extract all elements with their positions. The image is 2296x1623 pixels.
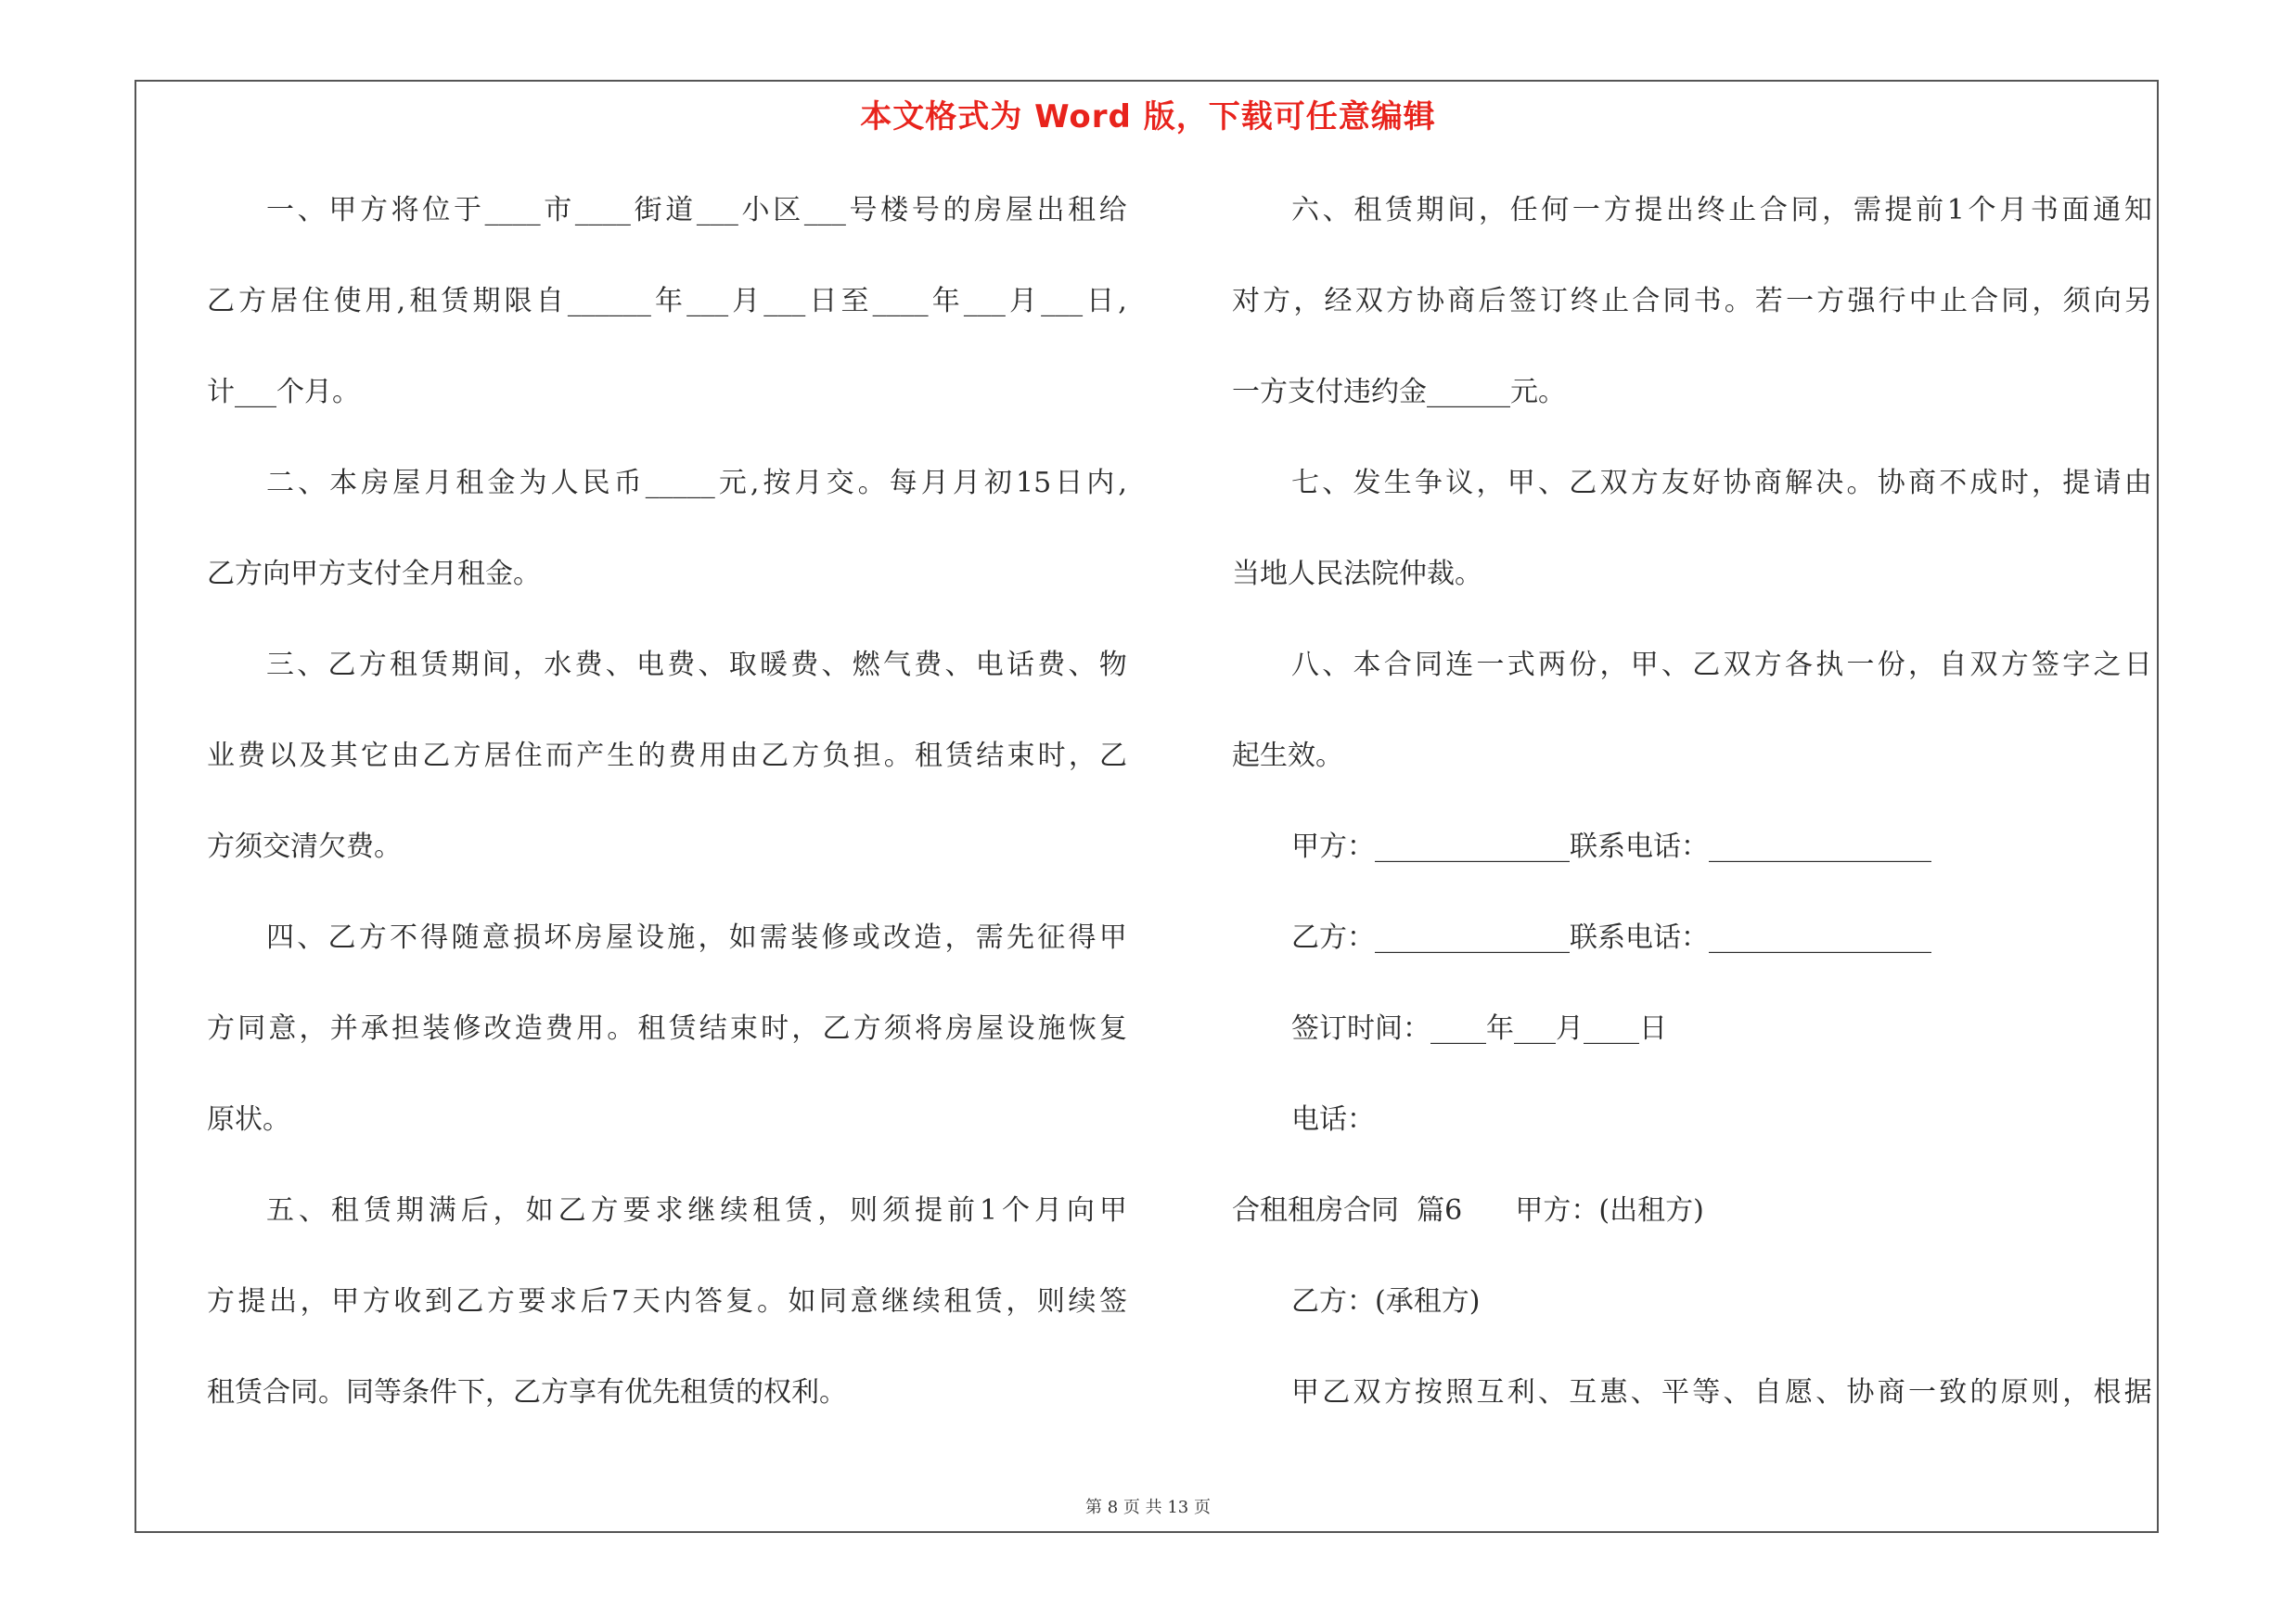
left-column-line-text: 三 、 乙 方 租 赁 期 间 ， 水 费 、 电 费 、 取 暖 费 、 燃 气 费 、 电 话 费 、 物 — [266, 649, 1127, 681]
left-column-line-text: 方 提 出 ， 甲 方 收 到 乙 方 要 求 后 7 天 内 答 复 。 如 同 意 继 续 租 赁 ， 则 续 签 — [207, 1285, 1127, 1318]
left-column-line — [207, 273, 1127, 364]
right-column-line-text: 七 、 发 生 争 议 ， 甲 、 乙 双 方 友 好 协 商 解 决 。 协 商 不 成 时 ， 提 请 由 — [1291, 467, 2152, 499]
right-column — [1232, 182, 2152, 1455]
left-column-line — [207, 909, 1127, 1000]
right-column-line-text: 甲方：______________联系电话：________________ — [1291, 831, 1931, 863]
left-column-line-text: 方须交清欠费。 — [207, 831, 402, 863]
right-column-line — [1232, 1000, 2152, 1091]
right-column-line-text: 八 、 本 合 同 连 一 式 两 份 ， 甲 、 乙 双 方 各 执 一 份 ， 自 双 方 签 字 之 日 — [1291, 649, 2152, 681]
word-format-banner: 本文格式为 Word 版，下载可任意编辑 — [860, 98, 1436, 135]
right-column-line-text: 合租租房合同 篇6 甲方：(出租方) — [1232, 1194, 1704, 1227]
left-column-line — [207, 1000, 1127, 1091]
right-column-line — [1232, 273, 2152, 364]
right-column-line — [1232, 728, 2152, 818]
left-column-line-text: 乙 方 居 住 使 用 , 租 赁 期 限 自 ______ 年 ___ 月 ___ 日 至 ____ 年 ___ 月 ___ 日 , — [207, 285, 1127, 317]
left-column-line — [207, 182, 1127, 273]
left-column-line-text: 方 同 意 ， 并 承 担 装 修 改 造 费 用 。 租 赁 结 束 时 ， 乙 方 须 将 房 屋 设 施 恢 复 — [207, 1012, 1127, 1045]
page-footer: 第 8 页 共 13 页 — [1085, 1498, 1211, 1517]
left-column-line — [207, 818, 1127, 909]
right-column-line — [1232, 909, 2152, 1000]
right-column-line — [1232, 818, 2152, 909]
right-column-line-text: 电话： — [1291, 1103, 1375, 1136]
right-column-line-text: 对 方 ， 经 双 方 协 商 后 签 订 终 止 合 同 书 。 若 一 方 强 行 中 止 合 同 ， 须 向 另 — [1232, 285, 2152, 317]
left-column-line — [207, 1091, 1127, 1182]
left-column-line — [207, 455, 1127, 546]
left-column-line — [207, 1273, 1127, 1364]
left-column-line-text: 四 、 乙 方 不 得 随 意 损 坏 房 屋 设 施 ， 如 需 装 修 或 改 造 ， 需 先 征 得 甲 — [266, 921, 1127, 954]
left-column-line-text: 五 、 租 赁 期 满 后 ， 如 乙 方 要 求 继 续 租 赁 ， 则 须 提 前 1 个 月 向 甲 — [266, 1194, 1127, 1227]
right-column-line — [1232, 1091, 2152, 1182]
left-column-line — [207, 364, 1127, 455]
right-column-line-text: 签订时间：____年___月____日 — [1291, 1012, 1667, 1045]
right-column-line — [1232, 455, 2152, 546]
left-column-line — [207, 1182, 1127, 1273]
left-column-line-text: 一 、 甲 方 将 位 于 ____ 市 ____ 街 道 ___ 小 区 ___ 号 楼 号 的 房 屋 出 租 给 — [266, 194, 1127, 226]
left-column-line-text: 乙方向甲方支付全月租金。 — [207, 558, 541, 590]
left-column-line — [207, 546, 1127, 637]
left-column-line — [207, 637, 1127, 728]
left-column-line-text: 计___个月。 — [207, 376, 360, 408]
right-column-line — [1232, 546, 2152, 637]
right-column-line-text: 六 、 租 赁 期 间 ， 任 何 一 方 提 出 终 止 合 同 ， 需 提 前 1 个 月 书 面 通 知 — [1291, 194, 2152, 226]
right-column-line-text: 起生效。 — [1232, 740, 1343, 772]
left-column-line-text: 租赁合同。同等条件下，乙方享有优先租赁的权利。 — [207, 1376, 847, 1409]
left-column-line-text: 二 、 本 房 屋 月 租 金 为 人 民 币 _____ 元 , 按 月 交 。 每 月 月 初 15 日 内 , — [266, 467, 1127, 499]
right-column-line — [1232, 1364, 2152, 1455]
right-column-line — [1232, 1273, 2152, 1364]
left-column — [207, 182, 1127, 1455]
right-column-line — [1232, 1182, 2152, 1273]
right-column-line — [1232, 182, 2152, 273]
left-column-line — [207, 728, 1127, 818]
right-column-line-text: 一方支付违约金______元。 — [1232, 376, 1566, 408]
right-column-line — [1232, 364, 2152, 455]
right-column-line — [1232, 637, 2152, 728]
right-column-line-text: 甲 乙 双 方 按 照 互 利 、 互 惠 、 平 等 、 自 愿 、 协 商 一 致 的 原 则 ， 根 据 — [1291, 1376, 2152, 1409]
right-column-line-text: 当地人民法院仲裁。 — [1232, 558, 1482, 590]
left-column-line-text: 原状。 — [207, 1103, 290, 1136]
right-column-line-text: 乙方：(承租方) — [1291, 1285, 1481, 1318]
left-column-line-text: 业 费 以 及 其 它 由 乙 方 居 住 而 产 生 的 费 用 由 乙 方 负 担 。 租 赁 结 束 时 ， 乙 — [207, 740, 1127, 772]
right-column-line-text: 乙方：______________联系电话：________________ — [1291, 921, 1931, 954]
left-column-line — [207, 1364, 1127, 1455]
